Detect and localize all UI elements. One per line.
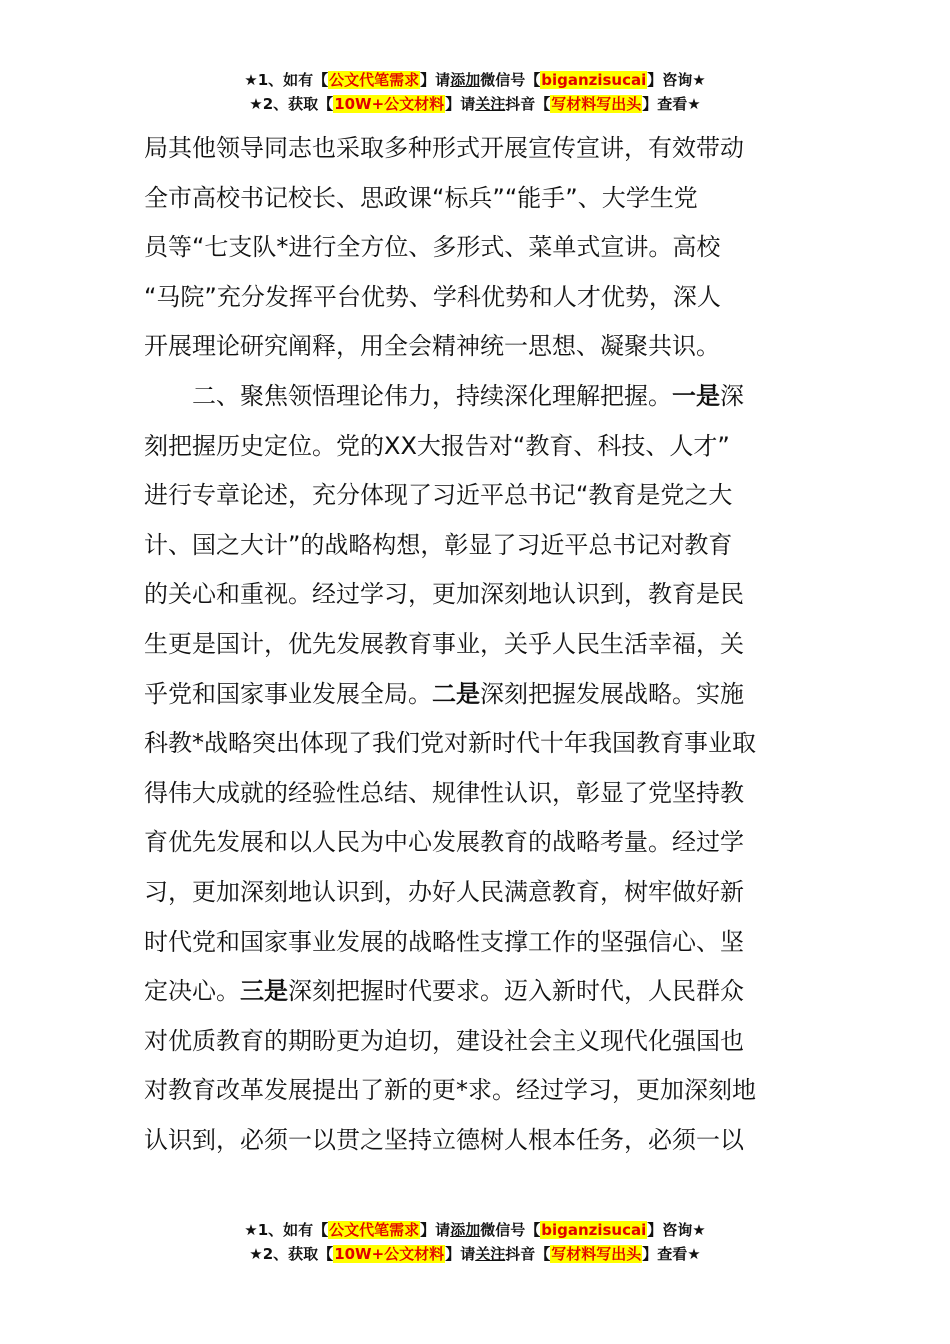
footer-highlight-douyin: 写材料写出头	[551, 1245, 642, 1263]
header-underline-follow: 关注	[475, 95, 506, 113]
footer-highlight-service: 公文代笔需求	[329, 1221, 420, 1239]
text-line: 得伟大成就的经验性总结、规律性认识，彰显了党坚持教	[144, 778, 744, 807]
text-line: 育优先发展和以人民为中心发展教育的战略考量。经过学	[144, 828, 744, 857]
text-line: 全市高校书记校长、思政课“标兵”“能手”、大学生党	[144, 183, 698, 212]
header-highlight-wechat-id: biganzisucai	[541, 71, 647, 89]
text-line: 时代党和国家事业发展的战略性支撑工作的坚强信心、坚	[144, 927, 744, 956]
header-highlight-materials: 10W+公文材料	[334, 95, 445, 113]
document-body	[144, 124, 804, 1165]
header-line-1-mid2: 微信号【	[480, 71, 541, 89]
footer-highlight-wechat-id: biganzisucai	[541, 1221, 647, 1239]
text-line: “马院”充分发挥平台优势、学科优势和人才优势，深人	[144, 282, 721, 311]
footer-highlight-materials: 10W+公文材料	[334, 1245, 445, 1263]
footer-banner	[0, 1218, 950, 1266]
footer-underline-add: 添加	[450, 1221, 481, 1239]
section-heading: 二、聚焦领悟理论伟力，持续深化理解把握。	[192, 381, 672, 410]
bold-marker-second: 二是	[432, 679, 480, 708]
text-fragment: 深	[720, 381, 744, 410]
header-underline-add: 添加	[450, 71, 481, 89]
footer-line-2-mid: 】请	[445, 1245, 476, 1263]
header-line-2-prefix: ★2、获取【	[249, 95, 334, 113]
text-line: 的关心和重视。经过学习，更加深刻地认识到，教育是民	[144, 580, 744, 609]
text-fragment: 定决心。	[144, 977, 240, 1006]
footer-line-1-suffix: 】咨询★	[647, 1221, 706, 1239]
text-line: 对优质教育的期盼更为迫切，建设社会主义现代化强国也	[144, 1026, 744, 1055]
text-line	[144, 372, 804, 422]
text-line: 科教*战略突出体现了我们党对新时代十年我国教育事业取	[144, 729, 756, 758]
paragraph-1	[144, 124, 804, 372]
text-line: 刻把握历史定位。党的XX大报告对“教育、科技、人才”	[144, 431, 730, 460]
header-line-2-mid2: 抖音【	[505, 95, 551, 113]
header-line-2-suffix: 】查看★	[642, 95, 701, 113]
text-line	[144, 967, 804, 1017]
text-line: 生更是国计，优先发展教育事业，关乎人民生活幸福，关	[144, 629, 744, 658]
text-line: 局其他领导同志也采取多种形式开展宣传宣讲，有效带动	[144, 134, 744, 162]
header-line-1-mid: 】请	[420, 71, 451, 89]
footer-line-2-prefix: ★2、获取【	[249, 1245, 334, 1263]
bold-marker-third: 三是	[240, 977, 288, 1006]
header-line-1	[0, 68, 950, 92]
footer-line-2-mid2: 抖音【	[505, 1245, 551, 1263]
footer-line-1-mid: 】请	[420, 1221, 451, 1239]
footer-line-1	[0, 1218, 950, 1242]
text-line: 进行专章论述，充分体现了习近平总书记“教育是党之大	[144, 481, 733, 510]
footer-line-2-suffix: 】查看★	[642, 1245, 701, 1263]
text-fragment: 乎党和国家事业发展全局。	[144, 679, 432, 708]
header-line-2	[0, 92, 950, 116]
bold-marker-first: 一是	[672, 381, 720, 410]
header-line-1-suffix: 】咨询★	[647, 71, 706, 89]
footer-line-1-prefix: ★1、如有【	[244, 1221, 329, 1239]
text-line: 对教育改革发展提出了新的更*求。经过学习，更加深刻地	[144, 1076, 756, 1105]
text-line: 习，更加深刻地认识到，办好人民满意教育，树牢做好新	[144, 877, 744, 906]
text-fragment: 深刻把握发展战略。实施	[480, 679, 744, 708]
text-fragment: 深刻把握时代要求。迈入新时代，人民群众	[288, 977, 744, 1006]
header-banner	[0, 68, 950, 116]
text-line: 计、国之大计”的战略构想，彰显了习近平总书记对教育	[144, 530, 733, 559]
text-line: 认识到，必须一以贯之坚持立德树人根本任务，必须一以	[144, 1125, 744, 1154]
text-line: 开展理论研究阐释，用全会精神统一思想、凝聚共识。	[144, 332, 720, 361]
header-line-2-mid: 】请	[445, 95, 476, 113]
header-highlight-service: 公文代笔需求	[329, 71, 420, 89]
footer-line-1-mid2: 微信号【	[480, 1221, 541, 1239]
header-line-1-prefix: ★1、如有【	[244, 71, 329, 89]
header-highlight-douyin: 写材料写出头	[551, 95, 642, 113]
footer-underline-follow: 关注	[475, 1245, 506, 1263]
text-line: 员等“七支队*进行全方位、多形式、菜单式宣讲。高校	[144, 233, 721, 262]
footer-line-2	[0, 1242, 950, 1266]
paragraph-2	[144, 372, 804, 1166]
text-line	[144, 670, 804, 720]
